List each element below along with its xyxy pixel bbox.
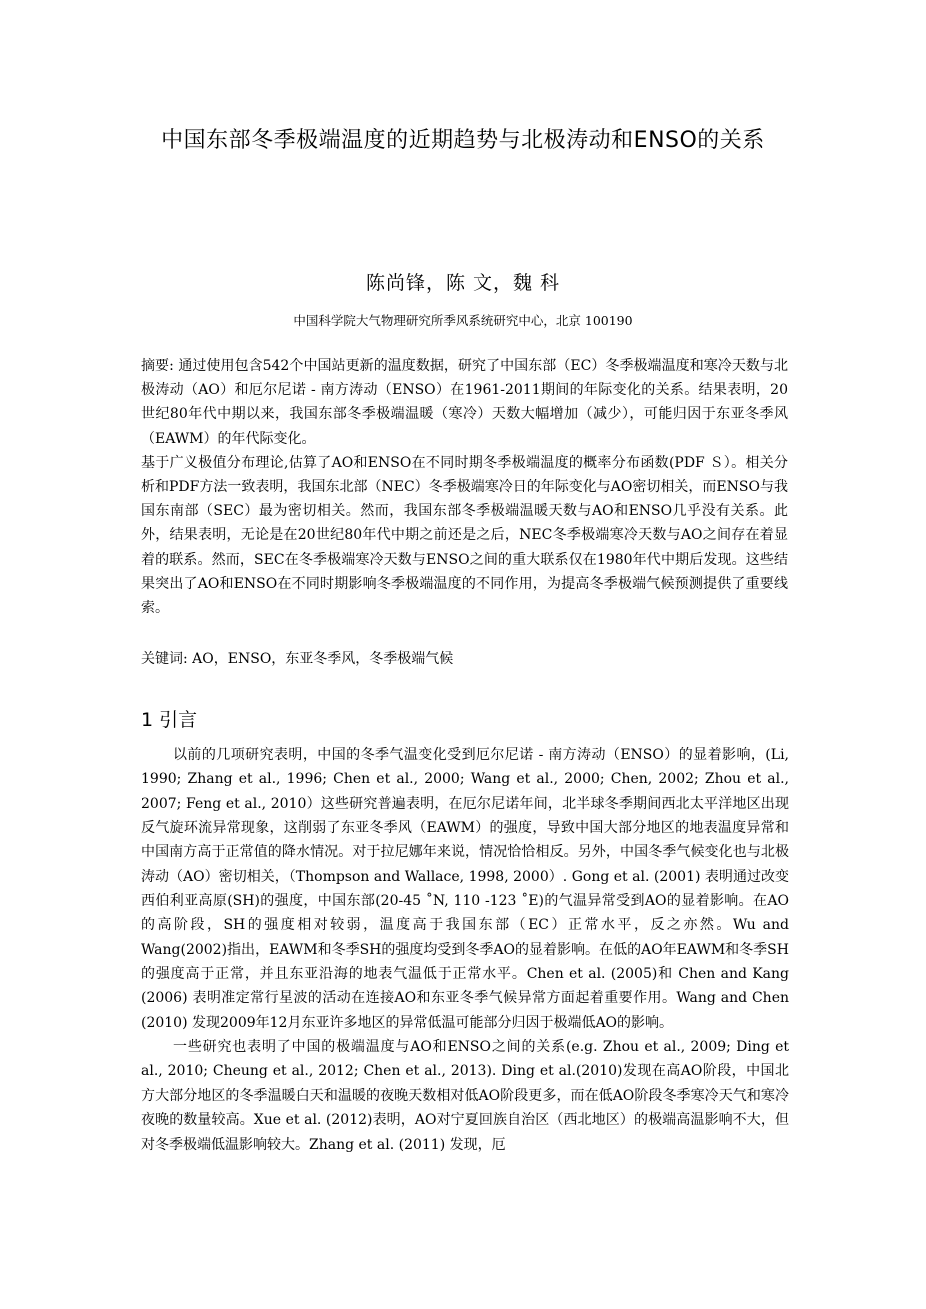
author-list: 陈尚锋，陈 文，魏 科 bbox=[365, 272, 561, 294]
author-affiliation: 中国科学院大气物理研究所季风系统研究中心，北京 100190 bbox=[293, 313, 633, 328]
abstract-text-2: 基于广义极值分布理论,估算了AO和ENSO在不同时期冬季极端温度的概率分布函数(PDF Ｓ）。相关分析和PDF方法一致表明，我国东北部（NEC）冬季极端寒冷日的年际变化与AO密切相关，而ENSO与我国东南部（SEC）最为密切相关。然而，我国东部冬季极端温暖天数与AO和ENSO几乎没有关系。此外，结果表明，无论是在20世纪80年代中期之前还是之后，NEC冬季极端寒冷天数与AO之间存在着显着的联系。然而，SEC在冬季极端寒冷天数与ENSO之间的重大联系仅在1980年代中期后发现。这些结果突出了AO和ENSO在不同时期影响冬季极端温度的不同作用，为提高冬季极端气候预测提供了重要线索。 bbox=[141, 454, 788, 617]
keywords-label: 关键词 bbox=[141, 651, 183, 667]
paper-title: 中国东部冬季极端温度的近期趋势与北极涛动和ENSO的关系 bbox=[161, 128, 765, 153]
abstract bbox=[141, 354, 788, 620]
section-heading-introduction: 1 引言 bbox=[141, 709, 198, 731]
abstract-paragraph bbox=[141, 354, 788, 451]
keywords bbox=[141, 647, 788, 671]
body-paragraph-2: 一些研究也表明了中国的极端温度与AO和ENSO之间的关系(e.g. Zhou et al., 2009; Ding et al., 2010; Cheung et al., 2012; Chen et al., 2013). Ding et al.(2010)发现在高AO阶段，中国北方大部分地区的冬季温暖白天和温暖的夜晚天数相对低AO阶段更多，而在低AO阶段冬季寒冷天气和寒冷夜晚的数量较高。Xue et al. (2012)表明，AO对宁夏回族自治区（西北地区）的极端高温影响不大，但对冬季极端低温影响较大。Zhang et al. (2011) 发现，厄 bbox=[141, 1039, 789, 1153]
body-paragraph-1: 以前的几项研究表明，中国的冬季气温变化受到厄尔尼诺 - 南方涛动（ENSO）的显着影响，(Li, 1990; Zhang et al., 1996; Chen et al., 2000; Wang et al., 2000; Chen, 2002; Zhou et al., 2007; Feng et al., 2010）这些研究普遍表明，在厄尔尼诺年间，北半球冬季期间西北太平洋地区出现反气旋环流异常现象，这削弱了东亚冬季风（EAWM）的强度，导致中国大部分地区的地表温度异常和中国南方高于正常值的降水情况。对于拉尼娜年来说，情况恰恰相反。另外，中国冬季气候变化也与北极涛动（AO）密切相关，（Thompson and Wallace, 1998, 2000）. Gong et al. (2001) 表明通过改变西伯利亚高原(SH)的强度，中国东部(20-45 ˚N, 110 -123 ˚E)的气温异常受到AO的显着影响。在AO的高阶段，SH的强度相对较弱，温度高于我国东部（EC）正常水平，反之亦然。Wu and Wang(2002)指出，EAWM和冬季SH的强度均受到冬季AO的显着影响。在低的AO年EAWM和冬季SH的强度高于正常，并且东亚沿海的地表气温低于正常水平。Chen et al. (2005)和 Chen and Kang (2006) 表明准定常行星波的活动在连接AO和东亚冬季气候异常方面起着重要作用。Wang and Chen (2010) 发现2009年12月东亚许多地区的异常低温可能部分归因于极端低AO的影响。 bbox=[141, 747, 789, 1031]
abstract-label: 摘要 bbox=[141, 358, 170, 374]
section-body-introduction bbox=[141, 743, 789, 1157]
keywords-text: : AO，ENSO，东亚冬季风，冬季极端气候 bbox=[183, 651, 454, 667]
abstract-text-1: : 通过使用包含542个中国站更新的温度数据，研究了中国东部（EC）冬季极端温度和寒冷天数与北极涛动（AO）和厄尔尼诺 - 南方涛动（ENSO）在1961-2011期间的年际变化的关系。结果表明，20世纪80年代中期以来，我国东部冬季极端温暖（寒冷）天数大幅增加（减少），可能归因于东亚冬季风（EAWM）的年代际变化。 bbox=[141, 358, 789, 447]
